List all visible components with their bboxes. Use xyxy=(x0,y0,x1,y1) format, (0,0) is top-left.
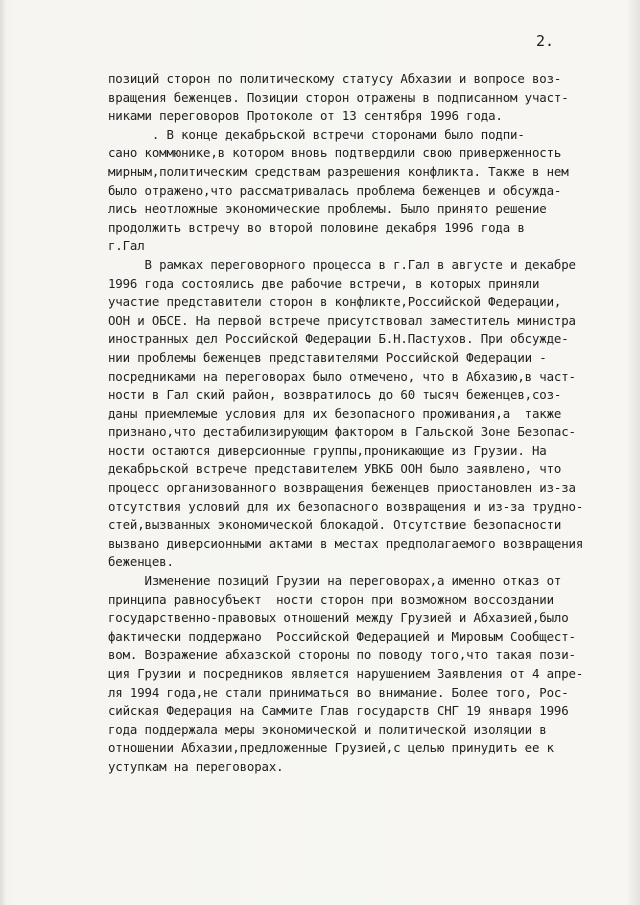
text-line: отсутствия условий для их безопасного возвращения и из-за трудно- xyxy=(108,498,584,514)
text-line: фактически поддержано Российской Федерацией и Мировым Сообщест- xyxy=(108,628,576,644)
text-line: вом. Возражение абхазской стороны по поводу того,что такая пози- xyxy=(108,647,576,663)
text-line: процесс организованного возвращения беженцев приостановлен из-за xyxy=(108,480,576,496)
text-line: государственно-правовых отношений между Грузией и Абхазией,было xyxy=(108,610,569,626)
text-line: ности остаются диверсионные группы,проникающие из Грузии. На xyxy=(108,442,547,458)
text-line: сано коммюнике,в котором вновь подтвердили свою приверженность xyxy=(108,145,562,161)
paragraph-2 xyxy=(108,256,584,572)
text-line: . В конце декабрьской встречи сторонами было подпи- xyxy=(108,126,525,142)
text-line: года поддержала меры экономической и политической изоляции в xyxy=(108,721,547,737)
text-line: ля 1994 года,не стали приниматься во внимание. Более того, Рос- xyxy=(108,684,569,700)
text-line: уступкам на переговорах. xyxy=(108,758,284,774)
text-line: беженцев. xyxy=(108,554,174,570)
text-line: ция Грузии и посредников является нарушением Заявления от 4 апре- xyxy=(108,666,584,681)
text-line: вращения беженцев. Позиции сторон отражены в подписанном участ- xyxy=(108,89,569,105)
text-line: продолжить встречу во второй половине декабря 1996 года в xyxy=(108,219,525,235)
text-line: принципа равносубъект ности сторон при возможном воссоздании xyxy=(108,591,554,607)
text-line: 1996 года состоялись две рабочие встречи, в которых приняли xyxy=(108,275,540,291)
text-line: сийская Федерация на Саммите Глав государств СНГ 19 января 1996 xyxy=(108,703,569,719)
text-line: никами переговоров Протоколе от 13 сентября 1996 года. xyxy=(108,108,503,124)
document-body xyxy=(108,70,584,777)
text-line: лись неотложные экономические проблемы. Было принято решение xyxy=(108,201,547,217)
text-line: стей,вызванных экономической блокадой. Отсутствие безопасности xyxy=(108,517,562,533)
text-line: В рамках переговорного процесса в г.Гал в августе и декабре xyxy=(108,256,576,272)
text-line: участие представители сторон в конфликте,Российской Федерации, xyxy=(108,294,562,310)
text-line: вызвано диверсионными актами в местах предполагаемого возвращения xyxy=(108,535,584,551)
text-line: отношении Абхазии,предложенные Грузией,с целью принудить ее к xyxy=(108,740,554,756)
text-line: позиций сторон по политическому статусу Абхазии и вопросе воз- xyxy=(108,71,562,86)
text-line: ности в Гал ский район, возвратилось до 60 тысяч беженцев,соз- xyxy=(108,387,562,403)
text-line: признано,что дестабилизирующим фактором в Гальской Зоне Безопас- xyxy=(108,424,576,440)
text-line: нии проблемы беженцев представителями Российской Федерации - xyxy=(108,349,547,365)
paragraph-3 xyxy=(108,572,584,777)
text-line: было отражено,что рассматривалась проблема беженцев и обсужда- xyxy=(108,182,562,198)
text-line: даны приемлемые условия для их безопасного проживания,а также xyxy=(108,405,562,421)
text-line: ООН и ОБСЕ. На первой встрече присутствовал заместитель министра xyxy=(108,312,576,328)
text-line: Изменение позиций Грузии на переговорах,а именно отказ от xyxy=(108,573,562,589)
text-line: г.Гал xyxy=(108,238,145,254)
text-line: посредниками на переговорах было отмечено, что в Абхазию,в част- xyxy=(108,368,576,384)
paragraph-1 xyxy=(108,70,578,256)
text-line: декабрьской встрече представителем УВКБ ООН было заявлено, что xyxy=(108,461,562,477)
text-line: иностранных дел Российской Федерации Б.Н.Пастухов. При обсужде- xyxy=(108,331,569,347)
text-line: мирным,политическим средствам разрешения конфликта. Также в нем xyxy=(108,163,569,179)
page-number: 2. xyxy=(536,32,555,50)
